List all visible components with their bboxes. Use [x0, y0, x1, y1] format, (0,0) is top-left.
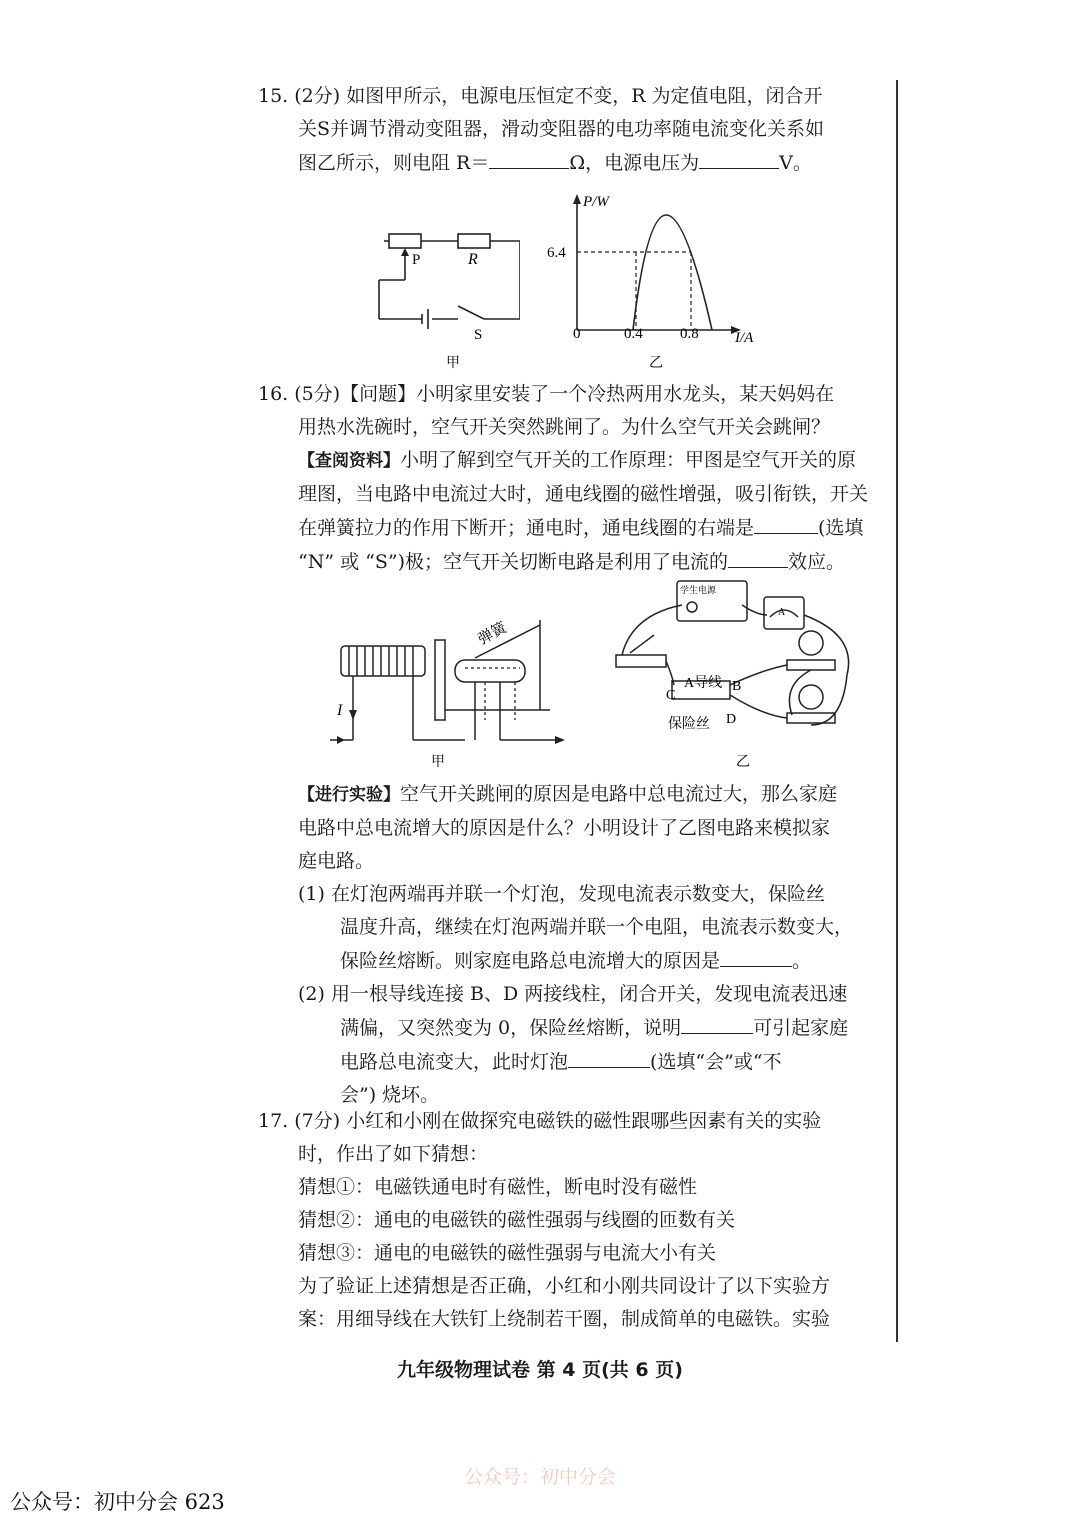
label-spring: 弹簧 — [475, 620, 510, 649]
q15-line: 关S并调节滑动变阻器，滑动变阻器的电功率随电流变化关系如 — [298, 118, 825, 140]
y-axis-label: P/W — [583, 194, 609, 210]
q16-line: 电路中总电流增大的原因是什么？小明设计了乙图电路来模拟家 — [298, 817, 831, 839]
q16-sub-1: (1) 在灯泡两端再并联一个灯泡，发现电流表示数变大，保险丝 — [298, 883, 825, 905]
q16-sub-2: 会”) 烧坏。 — [340, 1084, 440, 1106]
label-fuse: 保险丝 — [668, 717, 710, 732]
q16-line: “N” 或 “S”)极；空气开关切断电路是利用了电流的 效应。 — [258, 545, 878, 579]
q16-line: 16. (5分)【问题】小明家里安装了一个冷热两用水龙头，某天妈妈在 — [258, 383, 835, 405]
watermark-center: 公众号：初中分会 — [463, 1466, 616, 1488]
caption-yi: 乙 — [736, 755, 750, 770]
tick-0.8: 0.8 — [680, 326, 699, 342]
power-supply-label: 学生电源 — [680, 585, 717, 595]
label-R: R — [468, 251, 478, 268]
q16-household-circuit-figure — [612, 575, 872, 775]
answer-blank-resistance[interactable] — [489, 146, 569, 169]
question-15 — [258, 80, 878, 180]
q16-line: 理图，当电路中电流过大时，通电线圈的磁性增强，吸引衔铁，开关 — [298, 483, 869, 505]
label-C: C — [666, 688, 676, 703]
label-current: I — [337, 702, 343, 719]
answer-blank-reason[interactable] — [720, 944, 792, 967]
q16-sub-1: 保险丝熔断。则家庭电路总电流增大的原因是 。 — [258, 944, 878, 978]
q17-guess: 猜想①：电磁铁通电时有磁性，断电时没有磁性 — [298, 1176, 698, 1198]
q17-line: 案：用细导线在大铁钉上绕制若干圈，制成简单的电磁铁。实验 — [298, 1308, 831, 1330]
q16-sub-2: (2) 用一根导线连接 B、D 两接线柱，闭合开关，发现电流表迅速 — [298, 983, 848, 1005]
caption-yi: 乙 — [649, 356, 663, 371]
q17-line: 17. (7分) 小红和小刚在做探究电磁铁的磁性跟哪些因素有关的实验 — [258, 1110, 822, 1132]
caption-jia: 甲 — [431, 755, 445, 770]
label-B: B — [732, 679, 742, 694]
q15-power-graph — [545, 190, 770, 375]
q15-circuit-figure — [370, 222, 520, 372]
q16-line: 用热水洗碗时，空气开关突然跳闸了。为什么空气开关会跳闸？ — [298, 416, 831, 438]
answer-blank-voltage[interactable] — [699, 146, 779, 169]
answer-blank-cause[interactable] — [681, 1011, 753, 1034]
q16-line: 【进行实验】空气开关跳闸的原因是电路中总电流过大，那么家庭 — [298, 783, 838, 805]
q17-guess: 猜想③：通电的电磁铁的磁性强弱与电流大小有关 — [298, 1242, 717, 1264]
label-D: D — [726, 712, 737, 727]
answer-blank-pole[interactable] — [754, 511, 818, 534]
page-footer: 九年级物理试卷 第 4 页(共 6 页) — [397, 1359, 683, 1381]
label-P: P — [412, 252, 421, 268]
bulb-icon — [799, 685, 823, 709]
tick-0.4: 0.4 — [624, 326, 643, 342]
question-16 — [258, 378, 878, 579]
q17-guess: 猜想②：通电的电磁铁的磁性强弱与线圈的匝数有关 — [298, 1209, 736, 1231]
question-17 — [258, 1105, 878, 1336]
margin-rule — [896, 80, 898, 1342]
answer-blank-effect[interactable] — [728, 545, 788, 568]
watermark-left: 公众号：初中分会 623 — [10, 1490, 225, 1514]
label-wire: A导线 — [684, 676, 723, 691]
q17-line: 为了验证上述猜想是否正确，小红和小刚共同设计了以下实验方 — [298, 1275, 831, 1297]
label-S: S — [474, 327, 483, 343]
q16-line: 庭电路。 — [298, 850, 375, 872]
q15-line: 15. (2分) 如图甲所示，电源电压恒定不变，R 为定值电阻，闭合开 — [258, 85, 823, 107]
switch-icon — [616, 655, 666, 667]
ammeter-label: A — [778, 607, 786, 618]
caption-jia: 甲 — [446, 356, 460, 371]
q16-air-switch-figure — [325, 600, 570, 770]
origin-label: 0 — [573, 326, 581, 342]
q17-line: 时，作出了如下猜想： — [298, 1143, 489, 1165]
q16-sub-1: 温度升高，继续在灯泡两端并联一个电阻，电流表示数变大， — [340, 916, 854, 938]
q15-line: 图乙所示，则电阻 R＝ Ω，电源电压为 V。 — [258, 146, 878, 180]
q16-sub-2: 电路总电流变大，此时灯泡 (选填“会”或“不 — [258, 1045, 878, 1079]
x-axis-label: I/A — [735, 330, 754, 346]
q16-sub-2: 满偏，又突然变为 0，保险丝熔断，说明 可引起家庭 — [258, 1011, 878, 1045]
question-16-experiment — [258, 778, 878, 1112]
q16-line: 在弹簧拉力的作用下断开；通电时，通电线圈的右端是 (选填 — [258, 511, 878, 545]
answer-blank-bulb[interactable] — [568, 1045, 650, 1068]
q16-line: 【查阅资料】小明了解到空气开关的工作原理：甲图是空气开关的原 — [298, 449, 857, 471]
power-curve — [633, 215, 712, 330]
bulb-icon — [799, 631, 823, 655]
tick-6.4: 6.4 — [547, 245, 566, 261]
